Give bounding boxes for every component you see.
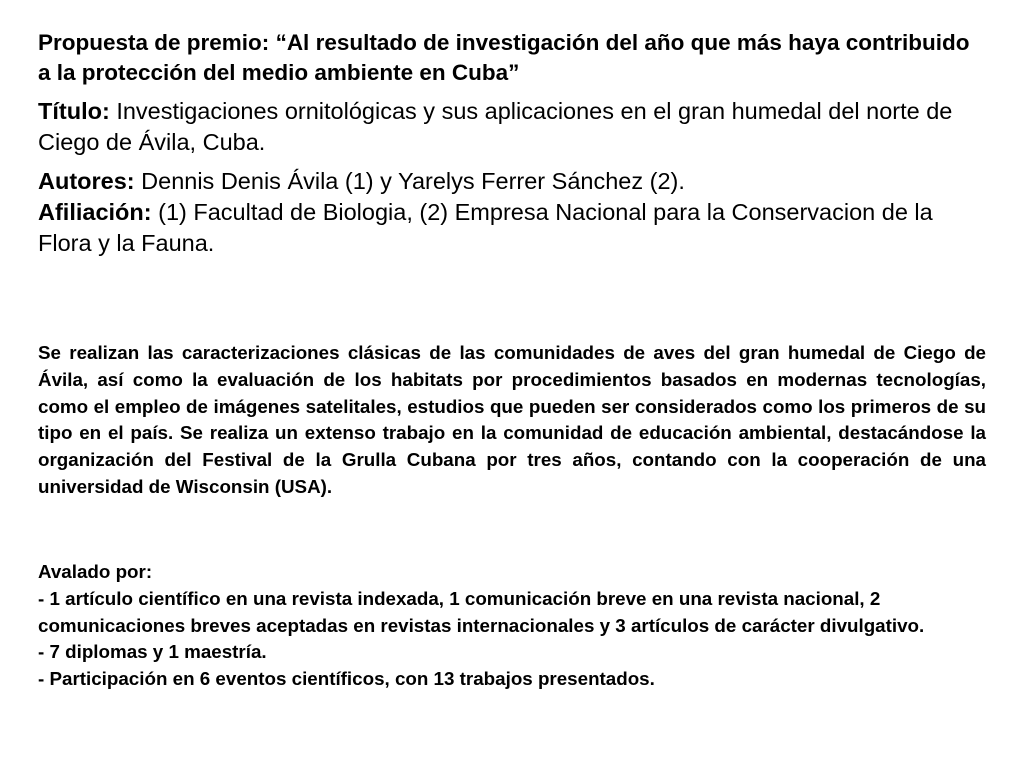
endorsement-item: - 7 diplomas y 1 maestría. [38,641,267,663]
title-line [38,96,986,158]
abstract-paragraph: Se realizan las caracterizaciones clásicas de las comunidades de aves del gran humedal de Ciego de Ávila, así como la evaluación de los habitats por procedimientos basados en modernas tecnologías, como el empleo de imágenes satelitales, estudios que pueden ser considerados como los primeros de su tipo en el país. Se realiza un extenso trabajo en la comunidad de educación ambiental, destacándose la organización del Festival de la Grulla Cubana por tres años, contando con la cooperación de una universidad de Wisconsin (USA). [38,342,986,497]
endorsement-item: - Participación en 6 eventos científicos, con 13 trabajos presentados. [38,668,655,690]
affiliation-text: (1) Facultad de Biologia, (2) Empresa Nacional para la Conservacion de la Flora y la Fauna. [38,199,933,256]
title-label: Título: [38,98,110,124]
endorsement-section [38,559,986,693]
slide-header [38,28,986,259]
title-text: Investigaciones ornitológicas y sus aplicaciones en el gran humedal del norte de Ciego de Ávila, Cuba. [38,98,953,155]
authors-line [38,166,986,197]
authors-label: Autores: [38,168,135,194]
affiliation-label: Afiliación: [38,199,152,225]
proposal-text: “Al resultado de investigación del año que más haya contribuido a la protección del medio ambiente en Cuba” [38,30,970,85]
endorsement-item: - 1 artículo científico en una revista indexada, 1 comunicación breve en una revista nacional, 2 comunicaciones breves aceptadas en revistas internacionales y 3 artículos de carácter divulgativo. [38,587,925,636]
proposal-statement [38,28,986,88]
authors-text: Dennis Denis Ávila (1) y Yarelys Ferrer Sánchez (2). [141,168,685,194]
proposal-label: Propuesta de premio: [38,30,270,55]
affiliation-line [38,197,986,259]
endorsement-heading: Avalado por: [38,561,153,582]
